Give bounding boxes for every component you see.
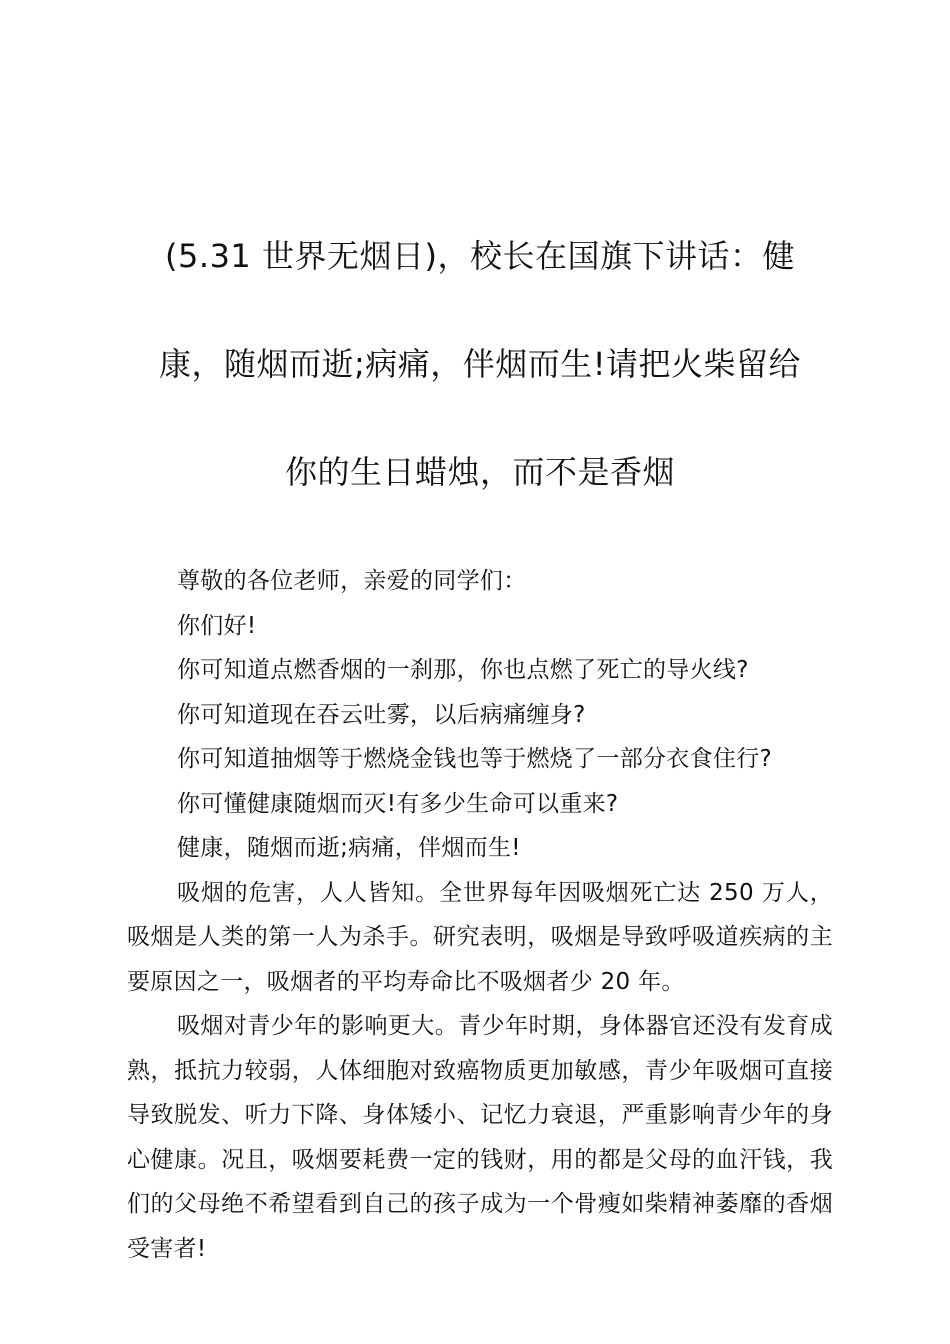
question-line-3: 你可知道抽烟等于燃烧金钱也等于燃烧了一部分衣食住行? [177, 746, 773, 772]
title-line-2: 康，随烟而逝;病痛，伴烟而生!请把火柴留给 [158, 345, 802, 383]
salutation: 尊敬的各位老师，亲爱的同学们： [177, 568, 527, 594]
body-paragraph-1: 吸烟的危害，人人皆知。全世界每年因吸烟死亡达 250 万人，吸烟是人类的第一人为杀手。研究表明，吸烟是导致呼吸道疾病的主要原因之一，吸烟者的平均寿命比不吸烟者少 20 年。 [127, 879, 833, 995]
document-page [127, 175, 833, 1271]
body-paragraph-2: 吸烟对青少年的影响更大。青少年时期，身体器官还没有发育成熟，抵抗力较弱，人体细胞对致癌物质更加敏感，青少年吸烟可直接导致脱发、听力下降、身体矮小、记忆力衰退，严重影响青少年的身心健康。况且，吸烟要耗费一定的钱财，用的都是父母的血汗钱，我们的父母绝不希望看到自己的孩子成为一个骨瘦如柴精神萎靡的香烟受害者! [127, 1013, 833, 1262]
question-line-2: 你可知道现在吞云吐雾，以后病痛缠身? [177, 701, 586, 728]
hello-line: 你们好! [177, 612, 257, 639]
document-title [127, 175, 833, 553]
question-line-1: 你可知道点燃香烟的一刹那，你也点燃了死亡的导火线? [177, 657, 749, 683]
question-line-4: 你可懂健康随烟而灭!有多少生命可以重来? [177, 790, 619, 817]
title-line-3: 你的生日蜡烛，而不是香烟 [284, 453, 675, 491]
slogan-line: 健康，随烟而逝;病痛，伴烟而生! [177, 835, 521, 861]
title-line-1: (5.31 世界无烟日)，校长在国旗下讲话：健 [165, 237, 795, 275]
